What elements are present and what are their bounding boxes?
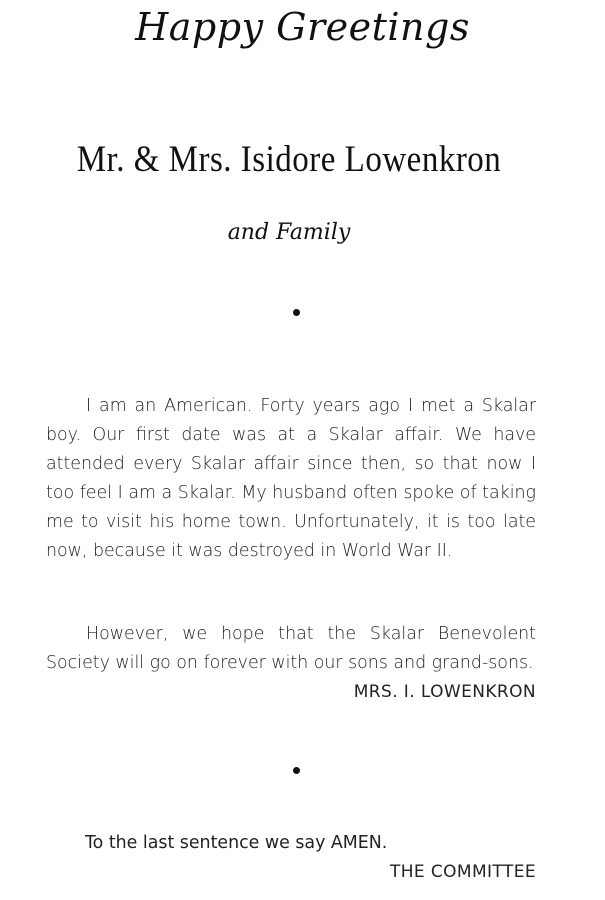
- separator-dot: [293, 309, 300, 316]
- committee-signature: THE COMMITTEE: [389, 862, 536, 882]
- message-paragraph-1: I am an American. Forty years ago I met a Skalar boy. Our first date was at a Skalar affair. We have attended every Skalar affair since then, so that now I too feel I am a Skalar. My husband often spoke of taking me to visit his home town. Unfortunately, it is too late now, because it was destroyed in World War II.: [46, 396, 536, 561]
- family-subtitle: and Family: [227, 220, 351, 245]
- greeting-title: Happy Greetings: [135, 5, 470, 49]
- closing-sentence: To the last sentence we say AMEN.: [85, 833, 388, 853]
- honoree-names: Mr. & Mrs. Isidore Lowenkron: [76, 139, 502, 181]
- message-paragraph-2: However, we hope that the Skalar Benevolent Society will go on forever with our sons and grand-sons.: [46, 624, 536, 673]
- separator-dot: [293, 767, 300, 774]
- signature: MRS. I. LOWENKRON: [353, 682, 536, 702]
